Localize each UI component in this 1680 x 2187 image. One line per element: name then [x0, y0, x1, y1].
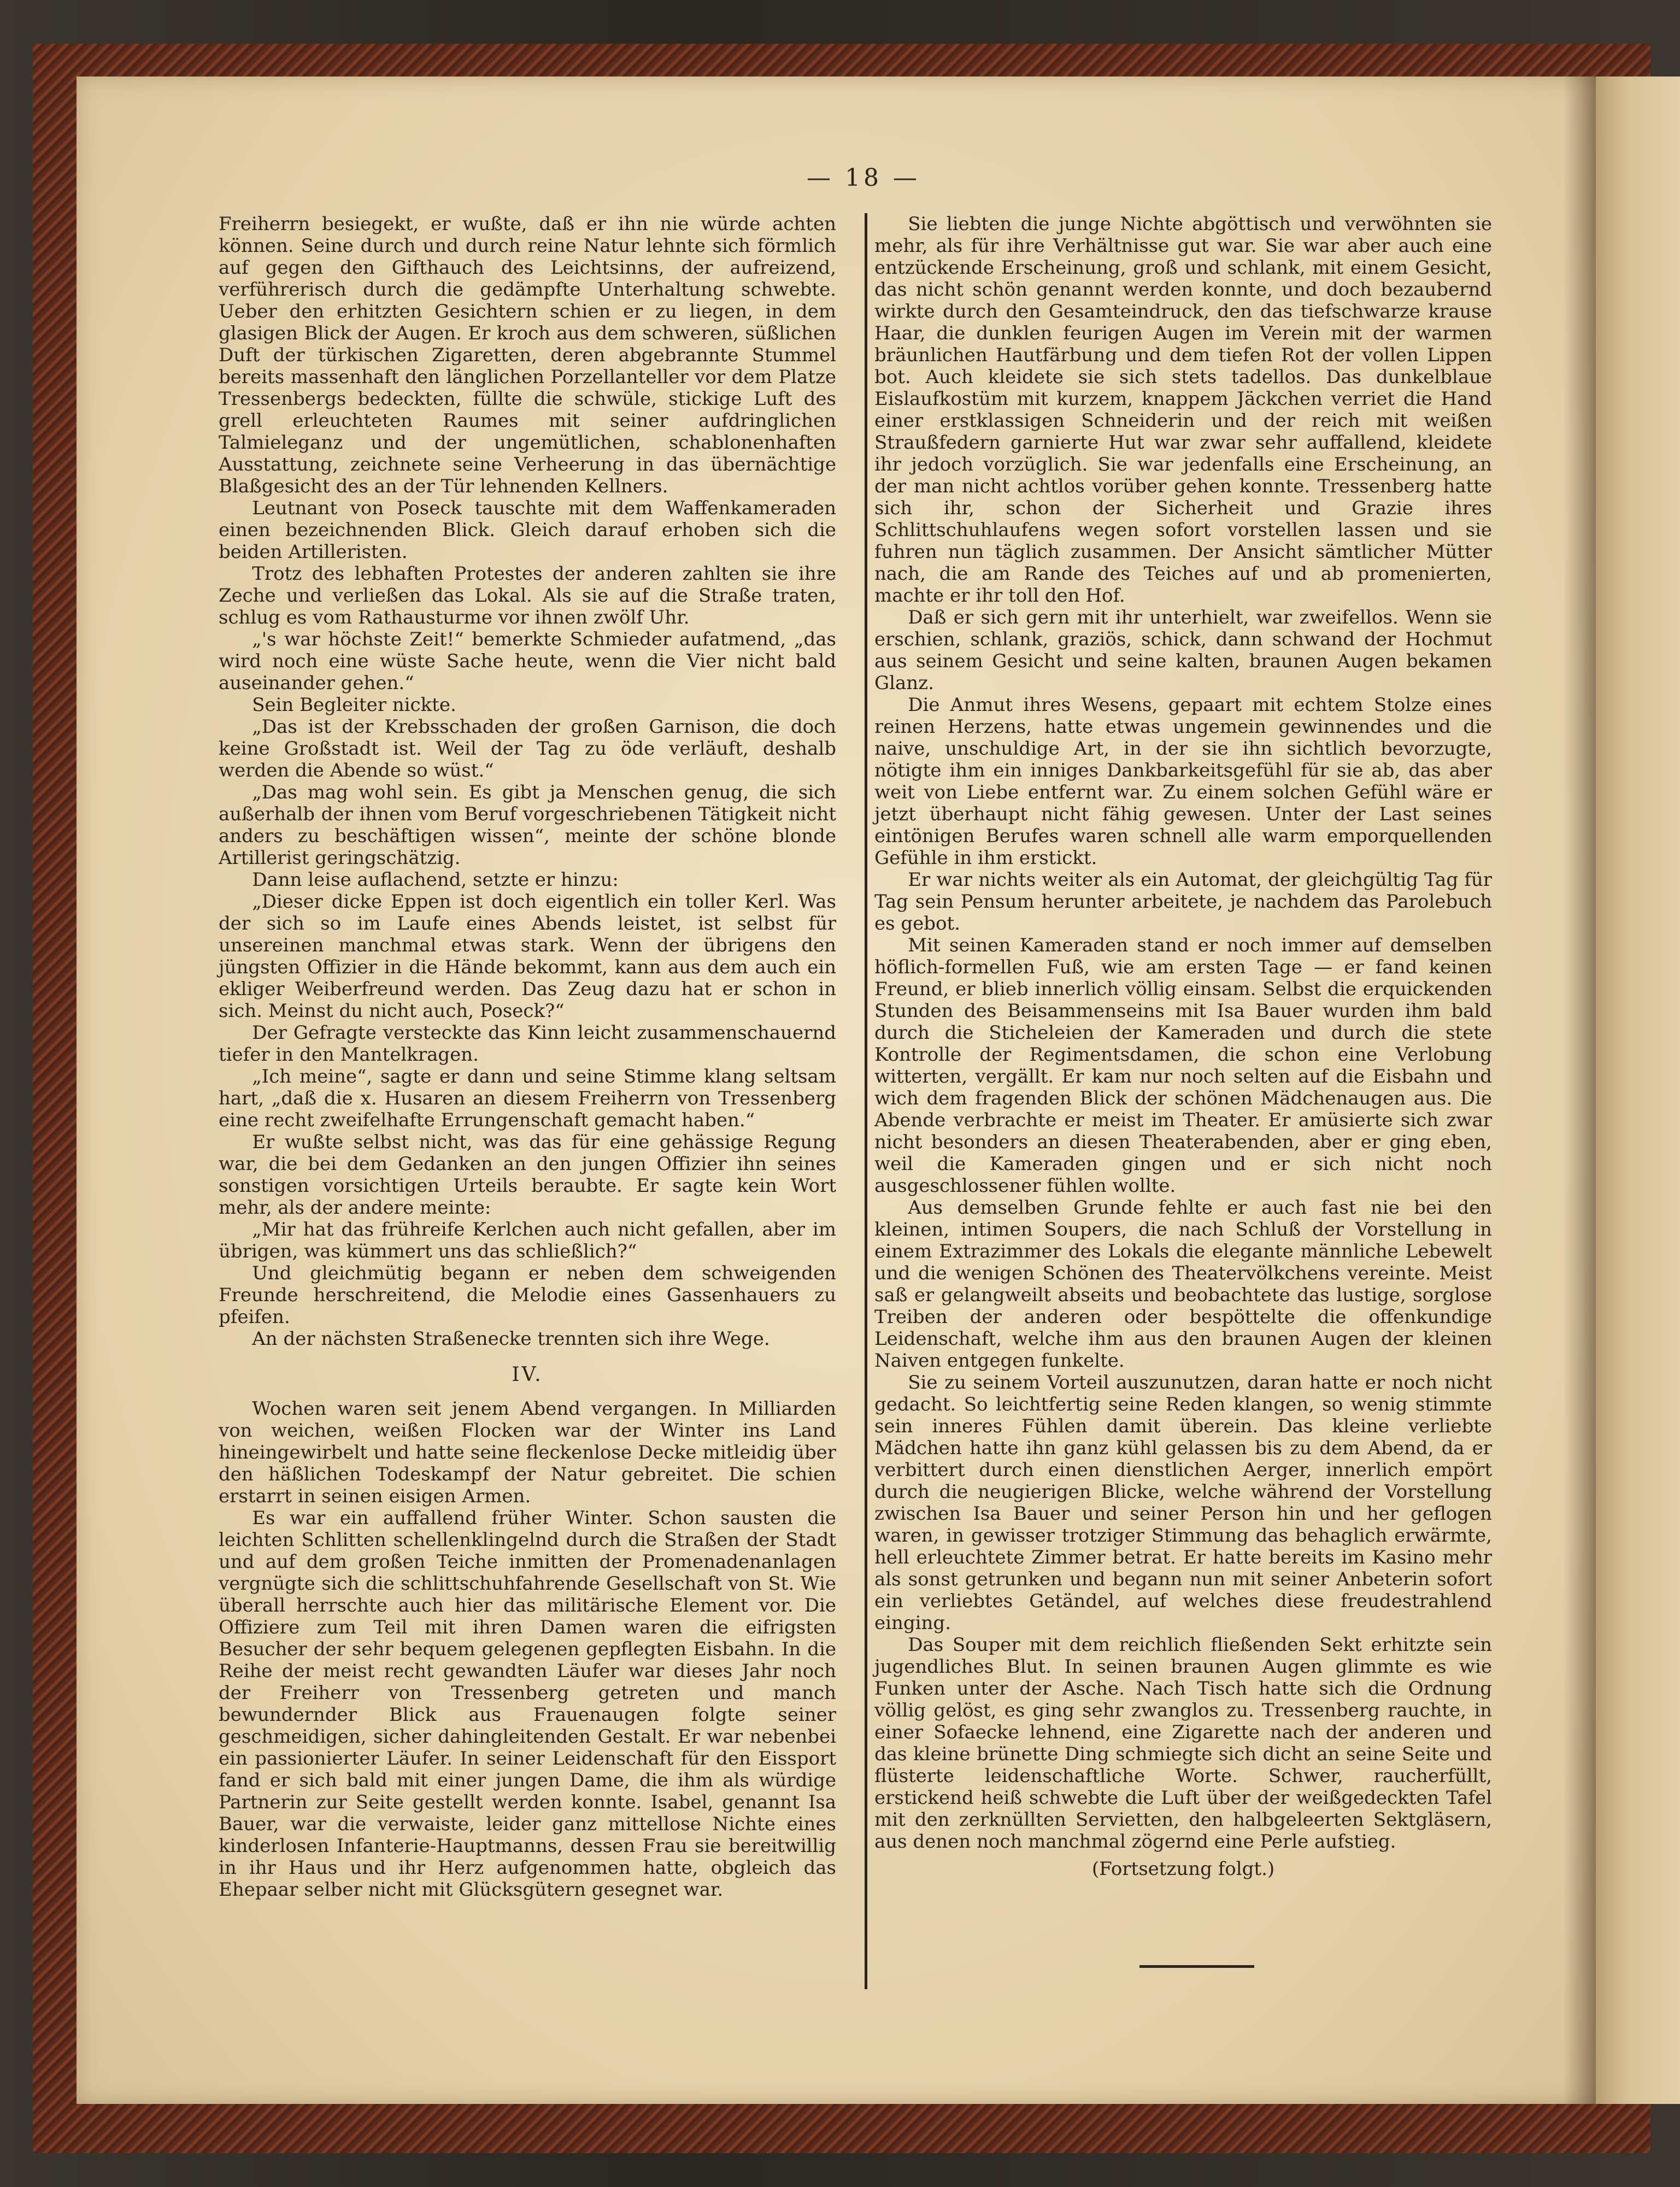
- paragraph: „Das ist der Krebsschaden der großen Garnison, die doch keine Großstadt ist. Weil der Tag zu öde verläuft, deshalb werden die Abende so wüst.“: [219, 716, 836, 781]
- end-rule: [1139, 1965, 1254, 1968]
- paragraph: Es war ein auffallend früher Winter. Schon sausten die leichten Schlitten schellenklingelnd durch die Straßen der Stadt und auf dem großen Teiche inmitten der Promenadenanlagen vergnügte sich die schlittschuhfahrende Gesellschaft von St. Wie überall herrschte auch hier das militärische Element vor. Die Offiziere zum Teil mit ihren Damen waren die eifrigsten Besucher der sehr bequem gelegenen gepflegten Eisbahn. In die Reihe der meist recht gewandten Läufer war dieses Jahr noch der Freiherr von Tressenberg getreten und manch bewundernder Blick aus Frauenaugen folgte seiner geschmeidigen, sicher dahingleitenden Gestalt. Er war nebenbei ein passionierter Läufer. In seiner Leidenschaft für den Eissport fand er sich bald mit einer jungen Dame, die ihm als würdige Partnerin zur Seite gestellt werden konnte. Isabel, genannt Isa Bauer, war die verwaiste, leider ganz mittellose Nichte eines kinderlosen Infanterie-Hauptmanns, dessen Frau sie bereitwillig in ihr Haus und ihr Herz aufgenommen hatte, obgleich das Ehepaar selber nicht mit Glücksgütern gesegnet war.: [219, 1507, 836, 1901]
- paragraph: Trotz des lebhaften Protestes der anderen zahlten sie ihre Zeche und verließen das Lokal. Als sie auf die Straße traten, schlug es vom Rathausturme vor ihnen zwölf Uhr.: [219, 563, 836, 628]
- section-heading: IV.: [512, 1363, 543, 1386]
- paragraph: „Ich meine“, sagte er dann und seine Stimme klang seltsam hart, „daß die x. Husaren an diesem Freiherrn von Tressenberg eine recht zweifelhafte Errungenschaft gemacht haben.“: [219, 1066, 836, 1131]
- paragraph: Sie liebten die junge Nichte abgöttisch und verwöhnten sie mehr, als für ihre Verhältnisse gut war. Sie war aber auch eine entzückende Erscheinung, groß und schlank, mit einem Gesicht, das nicht schön genannt werden konnte, und doch bezaubernd wirkte durch den Gesamteindruck, den das tiefschwarze krause Haar, die dunklen feurigen Augen im Verein mit der warmen bräunlichen Hautfärbung und dem tiefen Rot der vollen Lippen bot. Auch kleidete sie sich stets tadellos. Das dunkelblaue Eislaufkostüm mit kurzem, knappem Jäckchen verriet die Hand einer erstklassigen Schneiderin und der reich mit weißen Straußfedern garnierte Hut war zwar sehr auffallend, kleidete ihr jedoch vorzüglich. Sie war jedenfalls eine Erscheinung, an der man nicht achtlos vorüber gehen konnte. Tressenberg hatte sich ihr, schon der Sicherheit und Grazie ihres Schlittschuhlaufens wegen sofort vorstellen lassen und sie fuhren nun täglich zusammen. Der Ansicht sämtlicher Mütter nach, die am Rande des Teiches auf und ab promenierten, machte er ihr toll den Hof.: [874, 213, 1492, 607]
- paragraph: Das Souper mit dem reichlich fließenden Sekt erhitzte sein jugendliches Blut. In seinen braunen Augen glimmte es wie Funken unter der Asche. Nach Tisch hatte sich die Ordnung völlig gelöst, es ging sehr zwanglos zu. Tressenberg rauchte, in einer Sofaecke lehnend, eine Zigarette nach der anderen und das kleine brünette Ding schmiegte sich dicht an seine Seite und flüsterte leidenschaftliche Worte. Schwer, raucherfüllt, erstickend heiß schwebte die Luft über der weißgedeckten Tafel mit den zerknüllten Servietten, den halbgeleerten Sektgläsern, aus denen noch manchmal zögernd eine Perle aufstieg.: [874, 1634, 1492, 1853]
- paragraph: „Dieser dicke Eppen ist doch eigentlich ein toller Kerl. Was der sich so im Laufe eines Abends leistet, ist selbst für unsereinen manchmal etwas stark. Wenn der übrigens den jüngsten Offizier in die Hände bekommt, kann aus dem auch ein ekliger Weiberfreund werden. Das Zeug dazu hat er schon in sich. Meinst du nicht auch, Poseck?“: [219, 891, 836, 1022]
- paragraph: Und gleichmütig begann er neben dem schweigenden Freunde herschreitend, die Melodie eines Gassenhauers zu pfeifen.: [219, 1262, 836, 1328]
- paragraph: Dann leise auflachend, setzte er hinzu:: [252, 869, 619, 891]
- paragraph: Daß er sich gern mit ihr unterhielt, war zweifellos. Wenn sie erschien, schlank, graziös, schick, dann schwand der Hochmut aus seinem Gesicht und seine kalten, braunen Augen bekamen Glanz.: [874, 607, 1492, 694]
- paragraph: Der Gefragte versteckte das Kinn leicht zusammenschauernd tiefer in den Mantelkragen.: [219, 1022, 836, 1066]
- paragraph: Die Anmut ihres Wesens, gepaart mit echtem Stolze eines reinen Herzens, hatte etwas ungemein gewinnendes und die naive, unschuldige Art, in der sie ihn sichtlich bevorzugte, nötigte ihm ein inniges Dankbarkeitsgefühl für sie ab, das aber weit von Liebe entfernt war. Zu einem solchen Gefühl wäre er jetzt überhaupt nicht fähig gewesen. Unter der Last seines eintönigen Berufes waren schnell alle warm emporquellenden Gefühle in ihm erstickt.: [874, 694, 1492, 869]
- page-number: — 18 —: [807, 164, 920, 192]
- paragraph: Sein Begleiter nickte.: [252, 694, 456, 716]
- gutter-shadow: [1563, 77, 1596, 2104]
- right-column: [874, 213, 1492, 1880]
- paragraph: Leutnant von Poseck tauschte mit dem Waffenkameraden einen bezeichnenden Blick. Gleich darauf erhoben sich die beiden Artilleristen.: [219, 497, 836, 563]
- continuation-note: (Fortsetzung folgt.): [1091, 1858, 1275, 1880]
- paragraph: An der nächsten Straßenecke trennten sich ihre Wege.: [252, 1328, 770, 1350]
- paragraph: „Mir hat das frühreife Kerlchen auch nicht gefallen, aber im übrigen, was kümmert uns das schließlich?“: [219, 1219, 836, 1262]
- paragraph: Er war nichts weiter als ein Automat, der gleichgültig Tag für Tag sein Pensum herunter arbeitete, je nachdem das Parolebuch es gebot.: [874, 869, 1492, 934]
- paragraph: Er wußte selbst nicht, was das für eine gehässige Regung war, die bei dem Gedanken an den jungen Offizier ihn seines sonstigen vorsichtigen Urteils beraubte. Er sagte kein Wort mehr, als der andere meinte:: [219, 1131, 836, 1219]
- paragraph: „'s war höchste Zeit!“ bemerkte Schmieder aufatmend, „das wird noch eine wüste Sache heute, wenn die Vier nicht bald auseinander gehen.“: [219, 628, 836, 694]
- paragraph: Wochen waren seit jenem Abend vergangen. In Milliarden von weichen, weißen Flocken war der Winter ins Land hineingewirbelt und hatte seine fleckenlose Decke mitleidig über den häßlichen Todeskampf der Natur gebreitet. Die schien erstarrt in seinen eisigen Armen.: [219, 1398, 836, 1507]
- paragraph: Mit seinen Kameraden stand er noch immer auf demselben höflich-formellen Fuß, wie am ersten Tage — er fand keinen Freund, er blieb innerlich völlig einsam. Selbst die erquickenden Stunden des Beisammenseins mit Isa Bauer wurden ihm bald durch die Sticheleien der Kameraden und durch die stete Kontrolle der Regimentsdamen, die schon eine Verlobung witterten, vergällt. Er kam nur noch selten auf die Eisbahn und wich dem fragenden Blick der schönen Mädchenaugen aus. Die Abende verbrachte er meist im Theater. Er amüsierte sich zwar nicht besonders an diesen Theaterabenden, aber er ging eben, weil die Kameraden gingen und er sich nicht noch ausgeschlossener fühlen wollte.: [874, 934, 1492, 1197]
- facing-page-edge: [1596, 77, 1680, 2104]
- paragraph: Freiherrn besiegekt, er wußte, daß er ihn nie würde achten können. Seine durch und durch reine Natur lehnte sich förmlich auf gegen den Gifthauch des Leichtsinns, der aufreizend, verführerisch durch die gedämpfte Unterhaltung schwebte. Ueber den erhitzten Gesichtern schien er zu liegen, in dem glasigen Blick der Augen. Er kroch aus dem schweren, süßlichen Duft der türkischen Zigaretten, deren abgebrannte Stummel bereits massenhaft den länglichen Porzellanteller vor dem Platze Tressenbergs bedeckten, füllte die schwüle, stickige Luft des grell erleuchteten Raumes mit seiner aufdringlichen Talmieleganz und der ungemütlichen, schablonenhaften Ausstattung, zeichnete seine Verheerung in das übernächtige Blaßgesicht des an der Tür lehnenden Kellners.: [219, 213, 836, 497]
- paragraph: Sie zu seinem Vorteil auszunutzen, daran hatte er noch nicht gedacht. So leichtfertig seine Reden klangen, so wenig stimmte sein inneres Fühlen damit überein. Das kleine verliebte Mädchen hatte ihn ganz kühl gelassen bis zu dem Abend, da er verbittert durch einen dienstlichen Aerger, innerlich empört durch die neugierigen Blicke, welche während der Vorstellung zwischen Isa Bauer und seiner Person hin und her geflogen waren, in gewisser trotziger Stimmung das behaglich erwärmte, hell erleuchtete Zimmer betrat. Er hatte bereits im Kasino mehr als sonst getrunken und begann nun mit seiner Anbeterin sofort ein verliebtes Getändel, auf welches diese freudestrahlend einging.: [874, 1372, 1492, 1634]
- column-divider: [865, 213, 867, 1989]
- paragraph: „Das mag wohl sein. Es gibt ja Menschen genug, die sich außerhalb der ihnen vom Beruf vorgeschriebenen Tätigkeit nicht anders zu beschäftigen wissen“, meinte der schöne blonde Artillerist geringschätzig.: [219, 781, 836, 869]
- paragraph: Aus demselben Grunde fehlte er auch fast nie bei den kleinen, intimen Soupers, die nach Schluß der Vorstellung in einem Extrazimmer des Lokals die elegante männliche Lebewelt und die wenigen Schönen des Theatervölkchens vereinte. Meist saß er gelangweilt abseits und beobachtete das lustige, sorglose Treiben der anderen oder bespöttelte die offenkundige Leidenschaft, welche ihm aus den braunen Augen der kleinen Naiven entgegen funkelte.: [874, 1197, 1492, 1372]
- left-column: [219, 213, 836, 1901]
